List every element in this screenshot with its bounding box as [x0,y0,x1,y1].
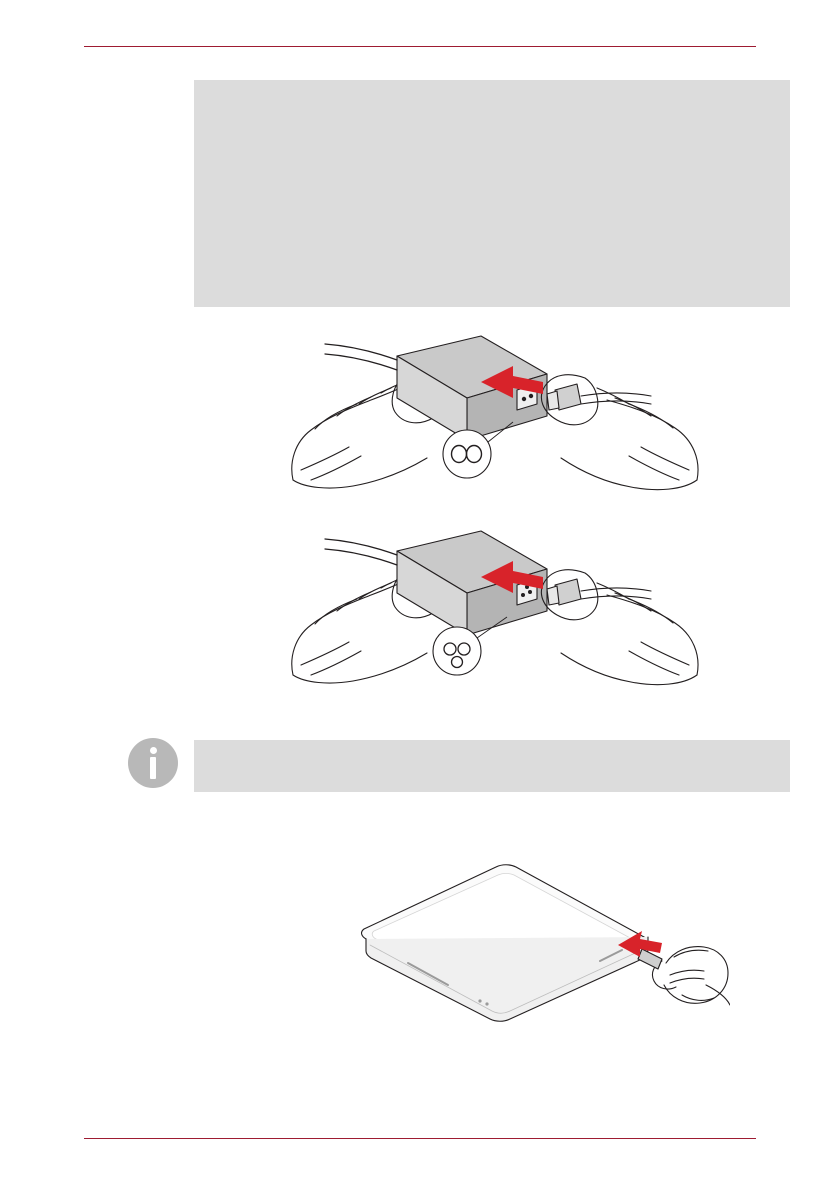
note-callout-text [194,740,790,760]
warning-callout-text [194,80,790,100]
warning-callout [194,80,790,307]
header-rule [84,46,756,47]
adapter-3pin-illustration [285,525,705,705]
info-icon [128,738,178,788]
figure-connect-power-cord-2pin [285,330,705,510]
note-callout [194,740,790,792]
info-icon-stem [150,757,156,779]
adapter-2pin-illustration [285,330,705,510]
figure-connect-dc-in-laptop [270,845,730,1025]
info-icon-dot [150,747,157,754]
laptop-dcin-illustration [270,845,730,1025]
figure-connect-power-cord-3pin [285,525,705,705]
footer-rule [84,1138,756,1139]
